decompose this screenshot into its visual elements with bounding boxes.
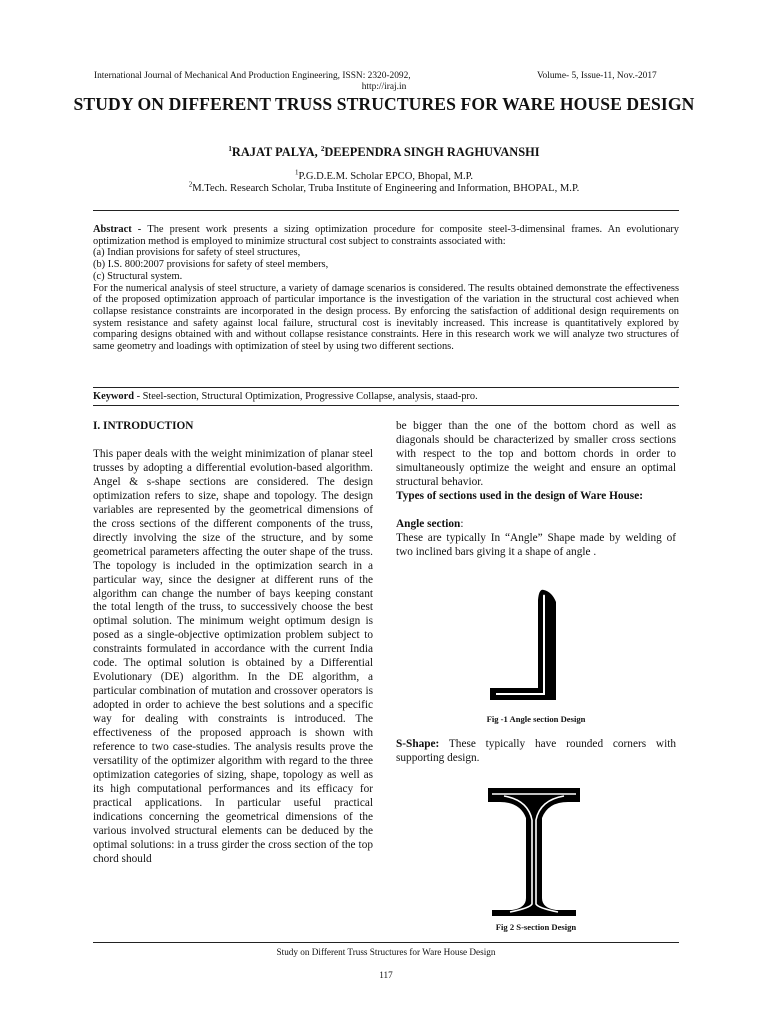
- abstract-item: (b) I.S. 800:2007 provisions for safety of steel members,: [93, 259, 329, 271]
- affiliation-1-text: P.G.D.E.M. Scholar EPCO, Bhopal, M.P.: [298, 171, 474, 182]
- authors: [60, 145, 708, 160]
- right-column-text: [396, 420, 676, 560]
- introduction-continuation: be bigger than the one of the bottom chord as well as diagonals should be characterized by smaller cross sections with respect to the top and bottom chords in order to simultaneously optimize the weight and ensure an optimal structural behavior.: [396, 420, 676, 488]
- affiliation-2-text: M.Tech. Research Scholar, Truba Institute of Engineering and Information, BHOPAL, M.P.: [192, 183, 580, 194]
- paper-title: STUDY ON DIFFERENT TRUSS STRUCTURES FOR WARE HOUSE DESIGN: [73, 94, 695, 114]
- affiliation-2-sup: 2: [188, 180, 193, 189]
- keyword-text: - Steel-section, Structural Optimization, Progressive Collapse, analysis, staad-pro.: [133, 391, 478, 402]
- abstract-item: (a) Indian provisions for safety of steel structures,: [93, 247, 301, 259]
- keyword-label: Keyword: [93, 391, 134, 402]
- angle-section-text: These are typically In “Angle” Shape made by welding of two inclined bars giving it a shape of angle .: [396, 531, 676, 558]
- journal-url: http://iraj.in: [361, 82, 407, 92]
- keyword-bottom-rule: [93, 405, 679, 406]
- s-shape-paragraph: [396, 738, 676, 766]
- volume-info: Volume- 5, Issue-11, Nov.-2017: [537, 71, 657, 81]
- abstract-item: (c) Structural system.: [93, 270, 183, 282]
- abstract-intro-text: The present work presents a sizing optimization procedure for composite steel-3-dimensinal frames. An evolutionary optimization method is employed to minimize structural cost subject to constraints associated with:: [93, 224, 679, 247]
- figure-2-caption: Fig 2 S-section Design: [495, 922, 577, 932]
- footer-title: Study on Different Truss Structures for Ware House Design: [276, 947, 496, 957]
- angle-section-colon: :: [460, 517, 464, 530]
- abstract-body: For the numerical analysis of steel structure, a variety of damage scenarios is considered. The results obtained demonstrate the effectiveness of the proposed optimization approach of particular importance is the investigation of the variation in the structural cost achieved when collapse resistance constraints are incorporated in the design process. By enforcing the satisfaction of additional design requirements on system resistance and safety against local failure, structural cost is inevitably increased. This increase is quantitatively explored by comparing designs obtained with and without collapse resistance constraints. Here in this research work we will analyze two structures of same geometry and loadings with optimization of steel by using two different sections.: [93, 282, 679, 353]
- author-2-sup: 2: [320, 144, 325, 153]
- angle-section-label: Angle section: [396, 517, 461, 530]
- author-1-sup: 1: [228, 144, 232, 153]
- page-number: 117: [379, 970, 393, 980]
- abstract-intro: [93, 224, 679, 247]
- affiliation-2: [60, 182, 708, 195]
- abstract-top-rule: [93, 210, 679, 211]
- footer-rule: [93, 942, 679, 943]
- section-heading-introduction: I. INTRODUCTION: [93, 420, 194, 432]
- types-heading: Types of sections used in the design of Ware House:: [396, 489, 643, 502]
- introduction-paragraph: This paper deals with the weight minimization of planar steel trusses by adopting a differential evolution-based algorithm. Angel & s-shape sections are considered. The design optimization refers to size, shape and topology. The design variables are represented by the geometrical dimensions of the cross sections of the different components of the truss, directly involving the size of the structure, and by some geometrical parameters affecting the outer shape of the truss. The topology is included in the optimization search in a particular way, since the designer at different runs of the algorithm can change the number of bays keeping constant the total length of the truss, to successively choose the best optimal solution. The minimum weight optimum design is posed as a single-objective optimization problem subject to constraints formulated in accordance with the current India code. The optimal solution is obtained by a Differential Evolutionary (DE) algorithm. In the DE algorithm, a particular combination of mutation and crossover operators is adopted in order to achieve the best solutions and a specific way for dealing with constraints is introduced. The effectiveness of the proposed approach is shown with reference to two case-studies. The analysis results prove the versatility of the optimizer algorithm with regard to the three optimization categories of sizing, shape, topology as well as its high computational performances and its efficacy for practical applications. In particular useful practical indications concerning the geometrical dimensions of the various involved structural elements can be deduced by the optimal solutions: in a truss girder the cross section of the top chord should: [93, 448, 373, 865]
- s-shape-label: S-Shape:: [396, 738, 440, 750]
- keyword-top-rule: [93, 387, 679, 388]
- s-section-figure: [484, 780, 584, 918]
- author-2-name: DEEPENDRA SINGH RAGHUVANSHI: [324, 145, 540, 159]
- figure-1-caption: Fig -1 Angle section Design: [486, 714, 586, 724]
- journal-header: International Journal of Mechanical And Production Engineering, ISSN: 2320-2092,: [94, 71, 411, 81]
- angle-section-heading: [396, 518, 676, 532]
- affiliation-1-sup: 1: [294, 168, 299, 177]
- angle-section-figure: [484, 586, 584, 706]
- abstract-label: Abstract -: [93, 224, 148, 235]
- introduction-body: [93, 448, 373, 867]
- s-shape-text: These typically have rounded corners with supporting design.: [396, 738, 676, 764]
- keywords: [93, 391, 679, 403]
- abstract: [93, 224, 679, 353]
- author-1-name: RAJAT PALYA,: [231, 145, 321, 159]
